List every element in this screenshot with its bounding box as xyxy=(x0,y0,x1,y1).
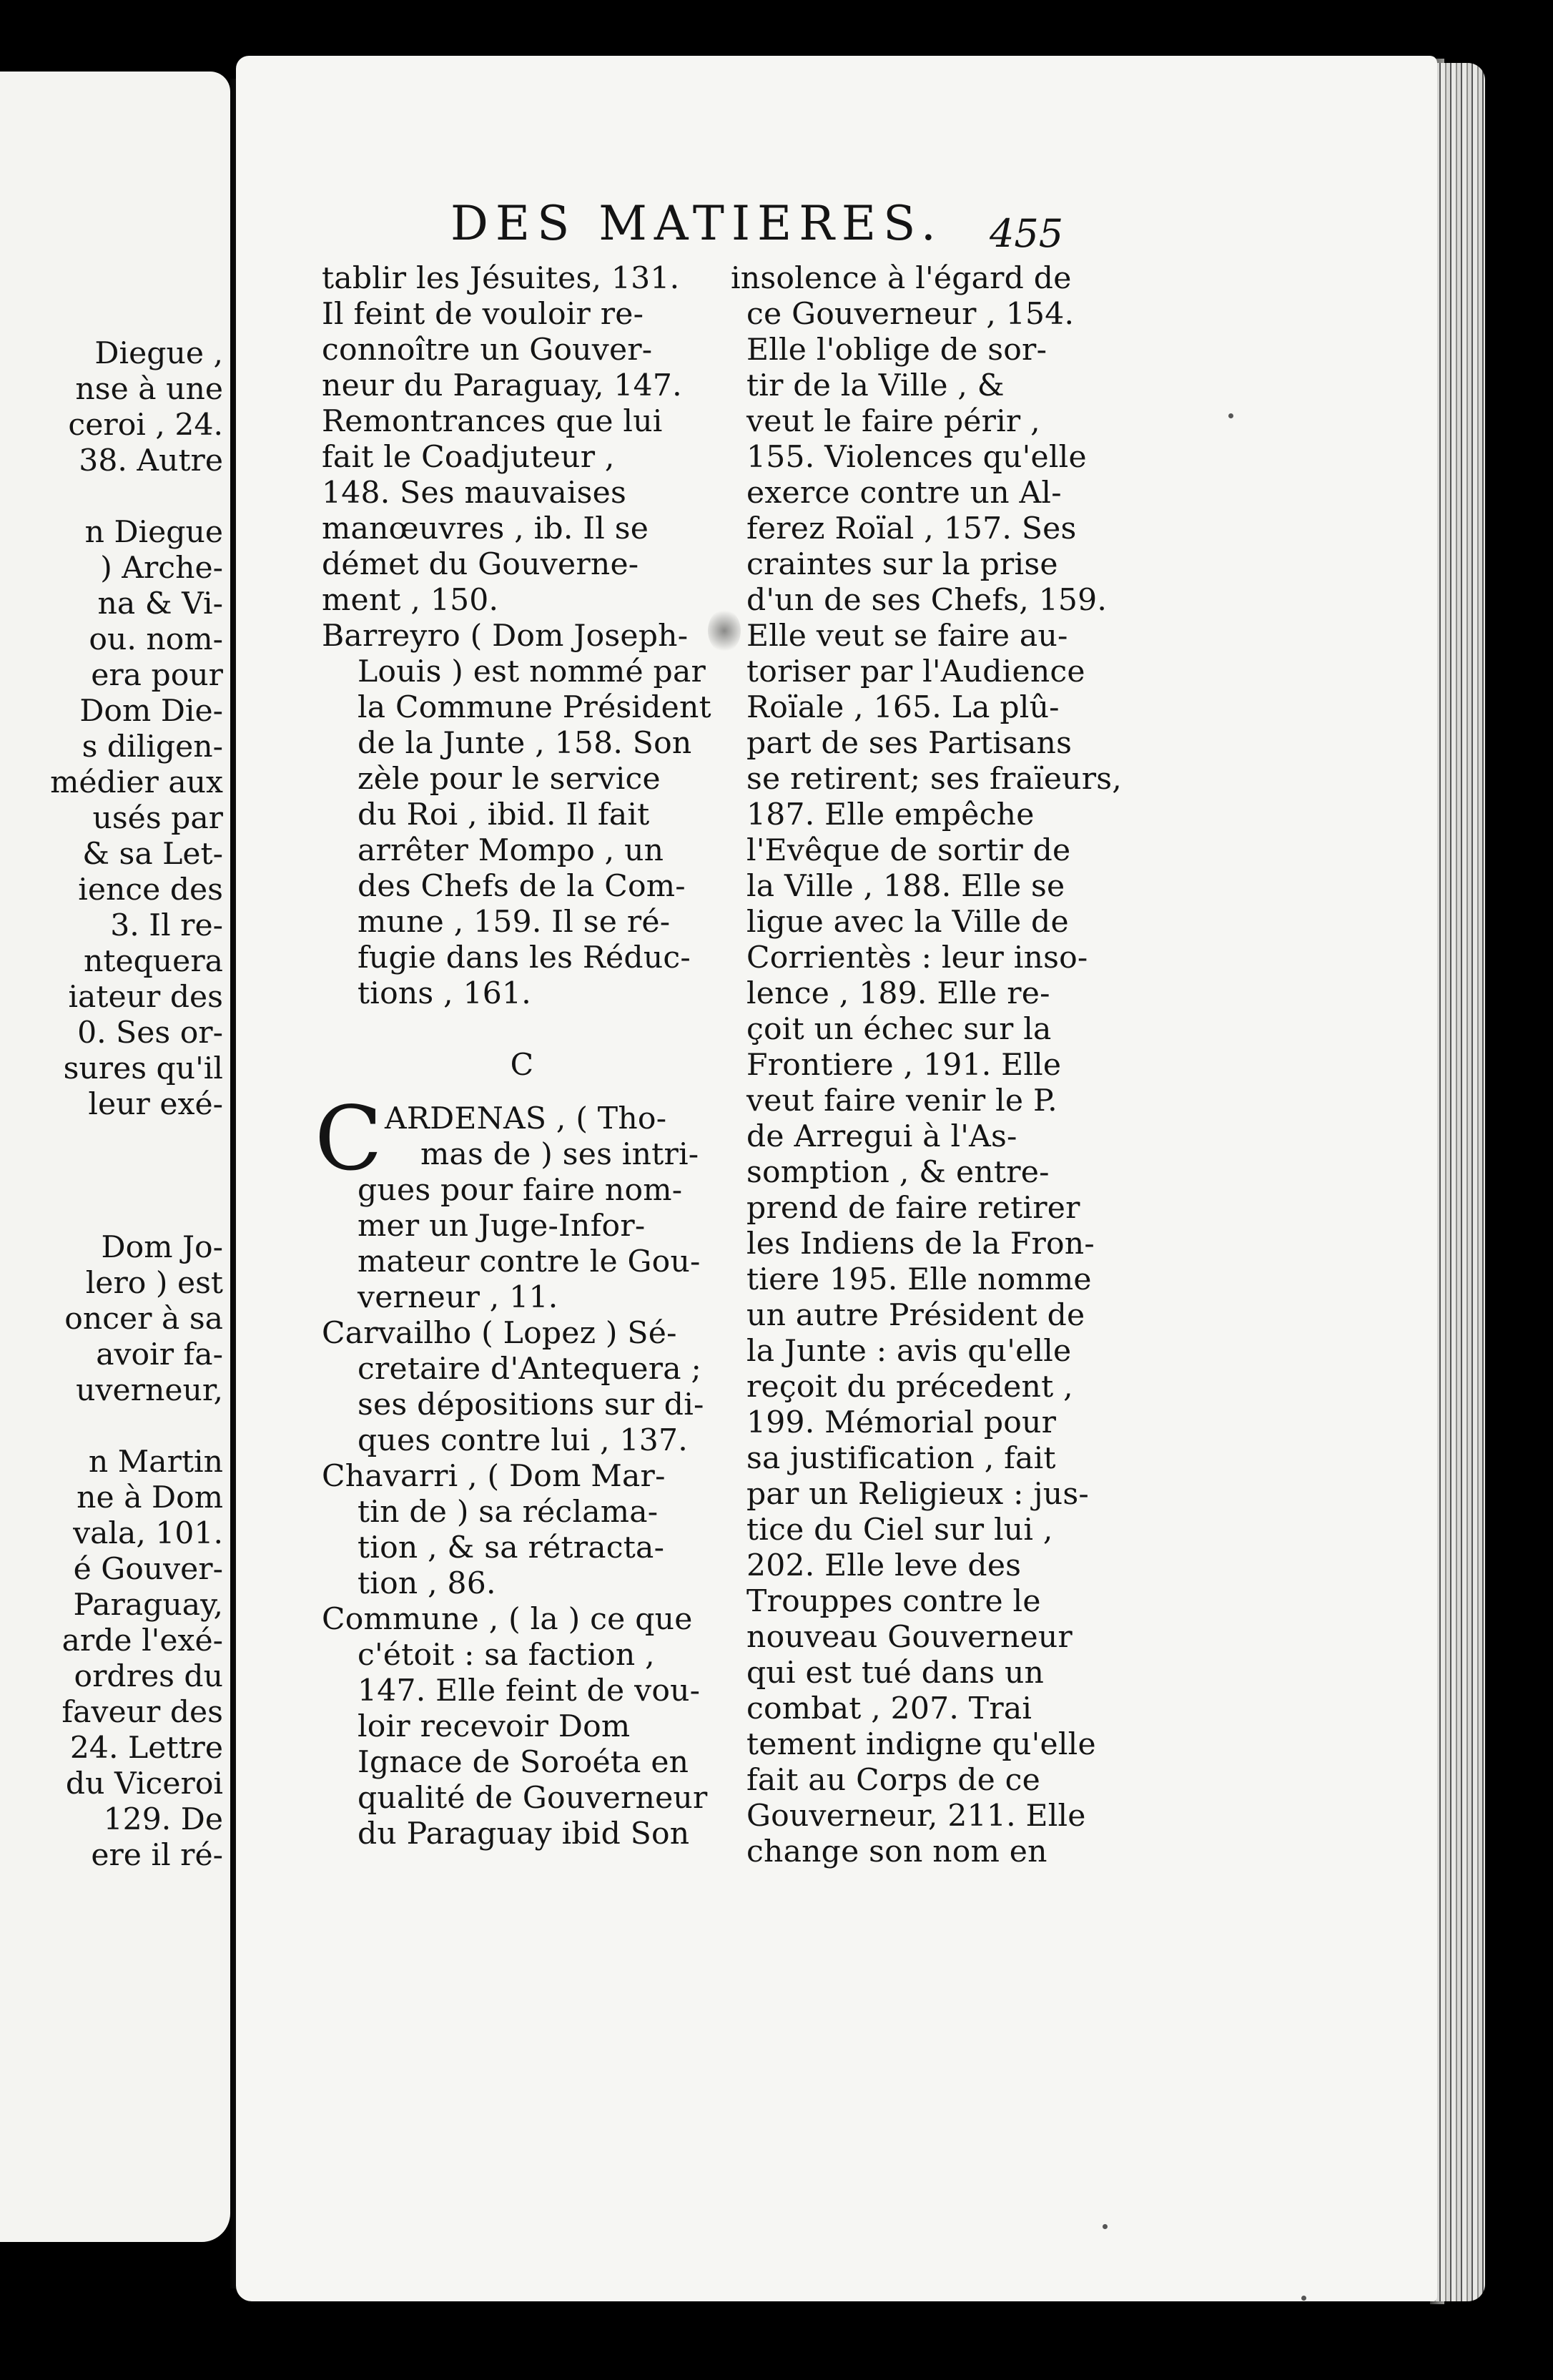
index-line: la Commune Président xyxy=(358,690,711,725)
fragment-line: arde l'exé- xyxy=(61,1623,223,1658)
index-line: mas de ) ses intri- xyxy=(420,1137,699,1172)
index-line: 187. Elle empêche xyxy=(746,797,1035,832)
index-line: des Chefs de la Com- xyxy=(358,869,686,904)
index-line: verneur , 11. xyxy=(358,1280,558,1315)
fragment-line: s diligen- xyxy=(82,729,223,764)
index-line: un autre Président de xyxy=(746,1298,1085,1333)
entry-barreyro xyxy=(322,619,722,1012)
index-line: la Junte : avis qu'elle xyxy=(746,1334,1072,1369)
index-line: Il feint de vouloir re- xyxy=(322,297,644,332)
index-line: tablir les Jésuites, 131. xyxy=(322,261,680,296)
index-line: tin de ) sa réclama- xyxy=(358,1495,659,1530)
index-line: qui est tué dans un xyxy=(746,1656,1045,1691)
index-line: gues pour faire nom- xyxy=(358,1173,683,1208)
index-line: somption , & entre- xyxy=(746,1155,1050,1190)
fragment-line: ou. nom- xyxy=(89,622,223,657)
index-line: loir recevoir Dom xyxy=(358,1709,631,1744)
fragment-line: ntequera xyxy=(84,944,223,979)
index-line: c'étoit : sa faction , xyxy=(358,1638,655,1673)
fragment-line: Dom Jo- xyxy=(101,1230,223,1265)
speck xyxy=(1228,413,1233,418)
fragment-line: Paraguay, xyxy=(73,1588,223,1623)
index-line: mune , 159. Il se ré- xyxy=(358,905,671,940)
fragment-line: sures qu'il xyxy=(63,1051,223,1086)
index-line: reçoit du précedent , xyxy=(746,1370,1073,1405)
index-line: tion , & sa rétracta- xyxy=(358,1530,665,1565)
fragment-line: n Diegue xyxy=(84,515,223,550)
index-column-left xyxy=(315,261,722,1852)
index-line: cretaire d'Antequera ; xyxy=(358,1352,702,1387)
fragment-line: Dom Die- xyxy=(79,694,223,729)
index-line: sa justification , fait xyxy=(746,1441,1056,1476)
index-line: neur du Paraguay, 147. xyxy=(322,368,682,403)
entry-continuation xyxy=(322,261,722,619)
index-line: Corrientès : leur inso- xyxy=(746,940,1088,975)
index-line: veut le faire périr , xyxy=(746,404,1040,439)
index-line: çoit un échec sur la xyxy=(746,1012,1052,1047)
index-line: Elle l'oblige de sor- xyxy=(746,333,1047,368)
index-line: tement indigne qu'elle xyxy=(746,1727,1096,1762)
fragment-line: Diegue , xyxy=(94,336,223,371)
index-line: Ignace de Soroéta en xyxy=(358,1745,689,1780)
index-line: Barreyro ( Dom Joseph- xyxy=(322,619,689,654)
fragment-line: 24. Lettre xyxy=(69,1731,223,1766)
index-line: manœuvres , ib. Il se xyxy=(322,511,649,546)
index-line: mateur contre le Gou- xyxy=(358,1244,701,1279)
index-column-right xyxy=(731,261,1122,1870)
index-line: craintes sur la prise xyxy=(746,547,1058,582)
fragment-line: oncer à sa xyxy=(64,1302,223,1337)
index-line: nouveau Gouverneur xyxy=(746,1620,1073,1655)
fragment-line: du Viceroi xyxy=(65,1766,223,1801)
index-line: l'Evêque de sortir de xyxy=(746,833,1071,868)
fragment-line: iateur des xyxy=(68,980,223,1015)
entry-commune xyxy=(322,1602,722,1852)
index-line: tice du Ciel sur lui , xyxy=(746,1513,1053,1548)
fragment-line: 129. De xyxy=(103,1802,223,1837)
fragment-line: médier aux xyxy=(50,765,223,800)
fragment-line: ere il ré- xyxy=(91,1838,223,1873)
index-line: ment , 150. xyxy=(322,583,499,618)
drop-cap: C xyxy=(315,1088,383,1191)
index-line: tions , 161. xyxy=(358,976,531,1011)
index-line: 155. Violences qu'elle xyxy=(746,440,1087,475)
index-line: insolence à l'égard de xyxy=(731,261,1072,296)
fragment-line: uverneur, xyxy=(76,1373,223,1408)
fragment-line: ne à Dom xyxy=(77,1480,223,1515)
fragment-line: avoir fa- xyxy=(96,1337,223,1372)
index-line: du Paraguay ibid Son xyxy=(358,1816,690,1852)
fragment-line: lero ) est xyxy=(85,1266,223,1301)
index-line: ferez Roïal , 157. Ses xyxy=(746,511,1077,546)
index-line: lence , 189. Elle re- xyxy=(746,976,1050,1011)
index-line: connoître un Gouver- xyxy=(322,333,653,368)
index-line: exerce contre un Al- xyxy=(746,476,1062,511)
index-line: les Indiens de la Fron- xyxy=(746,1226,1095,1262)
fragment-line: & sa Let- xyxy=(82,837,223,872)
index-line: du Roi , ibid. Il fait xyxy=(358,797,650,832)
speck xyxy=(1103,2224,1108,2229)
fragment-line: n Martin xyxy=(88,1445,223,1480)
fragment-line: era pour xyxy=(91,658,223,693)
index-line: Remontrances que lui xyxy=(322,404,663,439)
index-line: Gouverneur, 211. Elle xyxy=(746,1799,1086,1834)
index-line: ce Gouverneur , 154. xyxy=(746,297,1075,332)
index-line: qualité de Gouverneur xyxy=(358,1781,708,1816)
index-line: Louis ) est nommé par xyxy=(358,654,706,689)
fragment-line: na & Vi- xyxy=(97,586,223,621)
fragment-line: 38. Autre xyxy=(79,443,223,478)
fragment-line: ience des xyxy=(78,872,223,908)
index-line: veut faire venir le P. xyxy=(746,1083,1057,1118)
index-line: prend de faire retirer xyxy=(746,1191,1080,1226)
index-line: Frontiere , 191. Elle xyxy=(746,1048,1062,1083)
fragment-line: 3. Il re- xyxy=(110,908,223,943)
index-line: 148. Ses mauvaises xyxy=(322,476,627,511)
index-line: démet du Gouverne- xyxy=(322,547,639,582)
index-line: Trouppes contre le xyxy=(746,1584,1041,1619)
index-line: par un Religieux : jus- xyxy=(746,1477,1089,1512)
fragment-line xyxy=(9,1123,223,1159)
entry-chavarri xyxy=(322,1459,722,1602)
index-line: ARDENAS , ( Tho- xyxy=(385,1101,667,1136)
index-line: fugie dans les Réduc- xyxy=(358,940,691,975)
index-line: 202. Elle leve des xyxy=(746,1548,1022,1583)
fragment-line: leur exé- xyxy=(88,1087,223,1122)
index-line: ligue avec la Ville de xyxy=(746,905,1069,940)
index-line: change son nom en xyxy=(746,1834,1047,1869)
index-line: toriser par l'Audience xyxy=(746,654,1085,689)
index-line: Carvailho ( Lopez ) Sé- xyxy=(322,1316,677,1351)
page-number: 455 xyxy=(990,211,1064,256)
index-line: se retirent; ses fraïeurs, xyxy=(746,762,1122,797)
speck xyxy=(1301,2296,1306,2301)
index-line: 199. Mémorial pour xyxy=(746,1405,1057,1440)
fragment-line: usés par xyxy=(92,801,223,836)
fragment-line: vala, 101. xyxy=(73,1516,223,1551)
index-line: zèle pour le service xyxy=(358,762,661,797)
index-line: d'un de ses Chefs, 159. xyxy=(746,583,1108,618)
fragment-line xyxy=(9,1409,223,1445)
fragment-line: ceroi , 24. xyxy=(68,408,223,443)
index-line: Commune , ( la ) ce que xyxy=(322,1602,693,1637)
fragment-line xyxy=(9,479,223,515)
entry-carvailho xyxy=(322,1316,722,1459)
fragment-line: nse à une xyxy=(75,372,223,407)
left-page xyxy=(0,72,230,2242)
index-line: de Arregui à l'As- xyxy=(746,1119,1017,1154)
index-line: fait au Corps de ce xyxy=(746,1763,1041,1798)
index-line: mer un Juge-Infor- xyxy=(358,1209,646,1244)
index-line: ses dépositions sur di- xyxy=(358,1387,704,1422)
index-line: tir de la Ville , & xyxy=(746,368,1005,403)
index-line: combat , 207. Trai xyxy=(746,1691,1032,1726)
index-line: part de ses Partisans xyxy=(746,726,1073,761)
fragment-line xyxy=(9,1159,223,1194)
index-line: Roïale , 165. La plû- xyxy=(746,690,1060,725)
fragment-line xyxy=(9,1194,223,1230)
entry-cardenas xyxy=(315,1088,722,1316)
section-letter: C xyxy=(510,1048,534,1083)
index-line: Elle veut se faire au- xyxy=(746,619,1068,654)
fragment-line: faveur des xyxy=(61,1695,223,1730)
fragment-line: ordres du xyxy=(74,1659,223,1694)
fragment-line: 0. Ses or- xyxy=(77,1016,223,1051)
index-line: tiere 195. Elle nomme xyxy=(746,1262,1092,1297)
index-line: Chavarri , ( Dom Mar- xyxy=(322,1459,666,1494)
left-page-text-fragment xyxy=(9,336,223,1874)
running-head: DES MATIERES. xyxy=(450,196,943,251)
index-line: tion , 86. xyxy=(358,1566,496,1601)
index-line: de la Junte , 158. Son xyxy=(358,726,692,761)
index-line: la Ville , 188. Elle se xyxy=(746,869,1065,904)
index-line: ques contre lui , 137. xyxy=(358,1423,688,1458)
index-line: 147. Elle feint de vou- xyxy=(358,1673,701,1708)
fragment-line: é Gouver- xyxy=(73,1552,223,1587)
index-line: arrêter Mompo , un xyxy=(358,833,664,868)
index-line: fait le Coadjuteur , xyxy=(322,440,615,475)
fragment-line: ) Arche- xyxy=(100,551,223,586)
